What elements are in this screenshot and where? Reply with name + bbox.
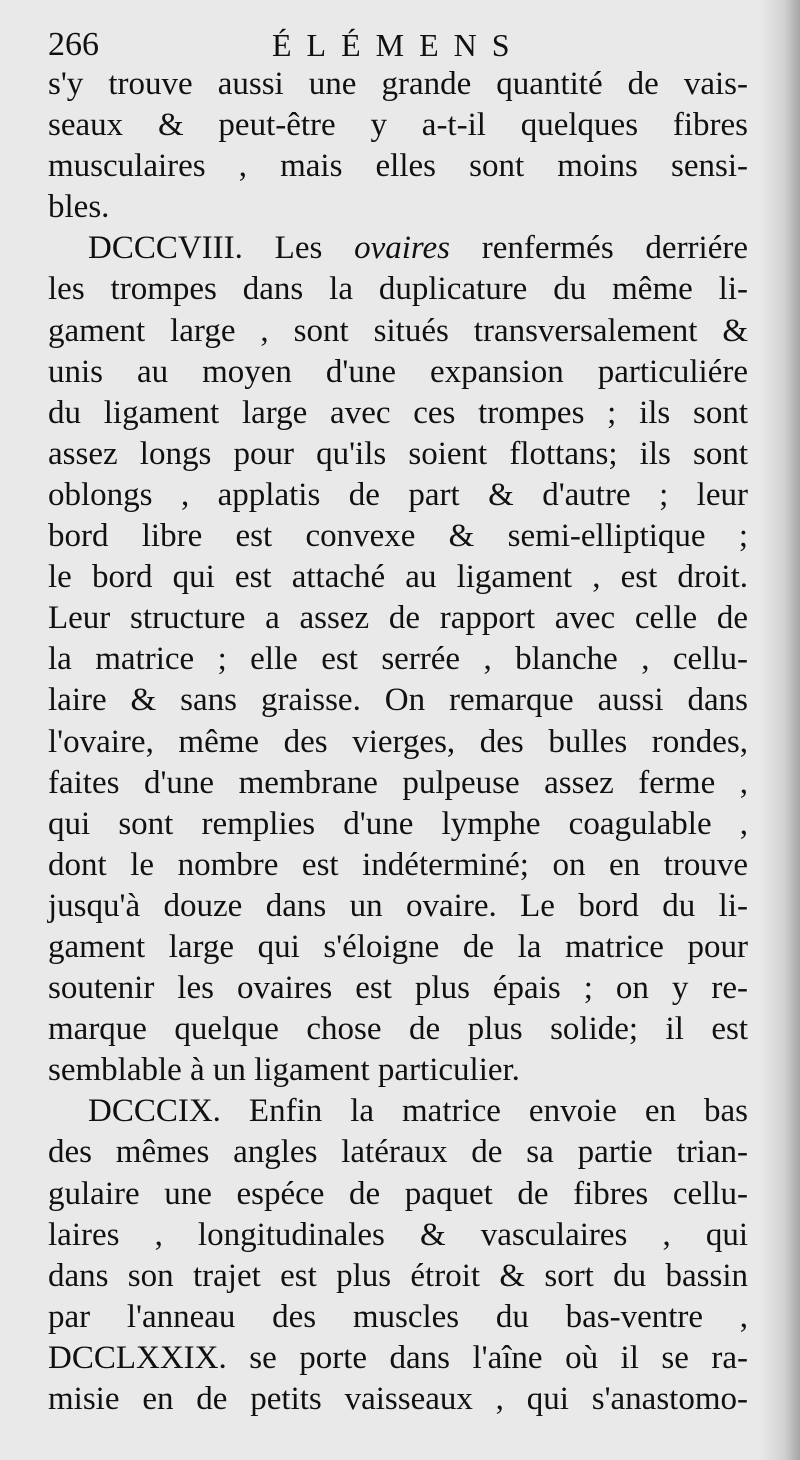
paragraph [48, 1091, 748, 1420]
text-line: bles. [48, 189, 110, 226]
text-line: qui sont remplies d'une lymphe coagulable , [48, 805, 748, 842]
text-line: gament large , sont situés transversalement & [48, 312, 748, 349]
page-header [48, 22, 748, 68]
page-number: 266 [48, 26, 99, 63]
text-line: le bord qui est attaché au ligament , est droit. [48, 559, 748, 596]
text-line: s'y trouve aussi une grande quantité de vais- [48, 66, 748, 102]
text-line: l'ovaire, même des vierges, des bulles rondes, [48, 723, 748, 760]
text-line: marque quelque chose de plus solide; il est [48, 1011, 748, 1048]
paragraph [48, 64, 748, 228]
text-line: laire & sans graisse. On remarque aussi dans [48, 682, 748, 719]
text-line: du ligament large avec ces trompes ; ils sont [48, 394, 748, 431]
text-line: misie en de petits vaisseaux , qui s'anastomo- [48, 1381, 748, 1417]
text-line: les trompes dans la duplicature du même li- [48, 271, 748, 308]
text-line: semblable à un ligament particulier. [48, 1052, 520, 1089]
paragraph [48, 228, 748, 1091]
text-line: gulaire une espéce de paquet de fibres cellu- [48, 1175, 748, 1212]
text-line: DCCLXXIX. se porte dans l'aîne où il se ra- [48, 1339, 748, 1376]
text-line: oblongs , applatis de part & d'autre ; leur [48, 476, 748, 513]
text-line: Leur structure a assez de rapport avec celle de [48, 600, 748, 637]
text-line: par l'anneau des muscles du bas-ventre , [48, 1298, 748, 1335]
text-line: faites d'une membrane pulpeuse assez ferme , [48, 764, 748, 801]
text-line: soutenir les ovaires est plus épais ; on y re- [48, 970, 748, 1007]
text-line: seaux & peut-être y a-t-il quelques fibres [48, 107, 748, 144]
text-line: DCCCIX. Enfin la matrice envoie en bas [88, 1093, 748, 1130]
text-line: laires , longitudinales & vasculaires , qui [48, 1216, 748, 1253]
text-line: assez longs pour qu'ils soient flottans; ils sont [48, 435, 748, 472]
text-line: jusqu'à douze dans un ovaire. Le bord du li- [48, 887, 748, 924]
text-line: des mêmes angles latéraux de sa partie trian- [48, 1134, 748, 1171]
text-line: dont le nombre est indéterminé; on en trouve [48, 846, 748, 883]
text-line: dans son trajet est plus étroit & sort du bassin [48, 1257, 748, 1294]
text-line: unis au moyen d'une expansion particuliére [48, 353, 748, 390]
text-line: la matrice ; elle est serrée , blanche , cellu- [48, 641, 748, 678]
text-body [48, 64, 748, 1420]
text-line: DCCCVIII. Les ovaires renfermés derriére [88, 230, 748, 267]
text-line: bord libre est convexe & semi-elliptique ; [48, 518, 748, 555]
text-line: musculaires , mais elles sont moins sensi- [48, 148, 748, 185]
text-line: gament large qui s'éloigne de la matrice pour [48, 928, 748, 965]
running-head: ÉLÉMENS [272, 27, 525, 63]
italic-term: ovaires [354, 230, 450, 267]
